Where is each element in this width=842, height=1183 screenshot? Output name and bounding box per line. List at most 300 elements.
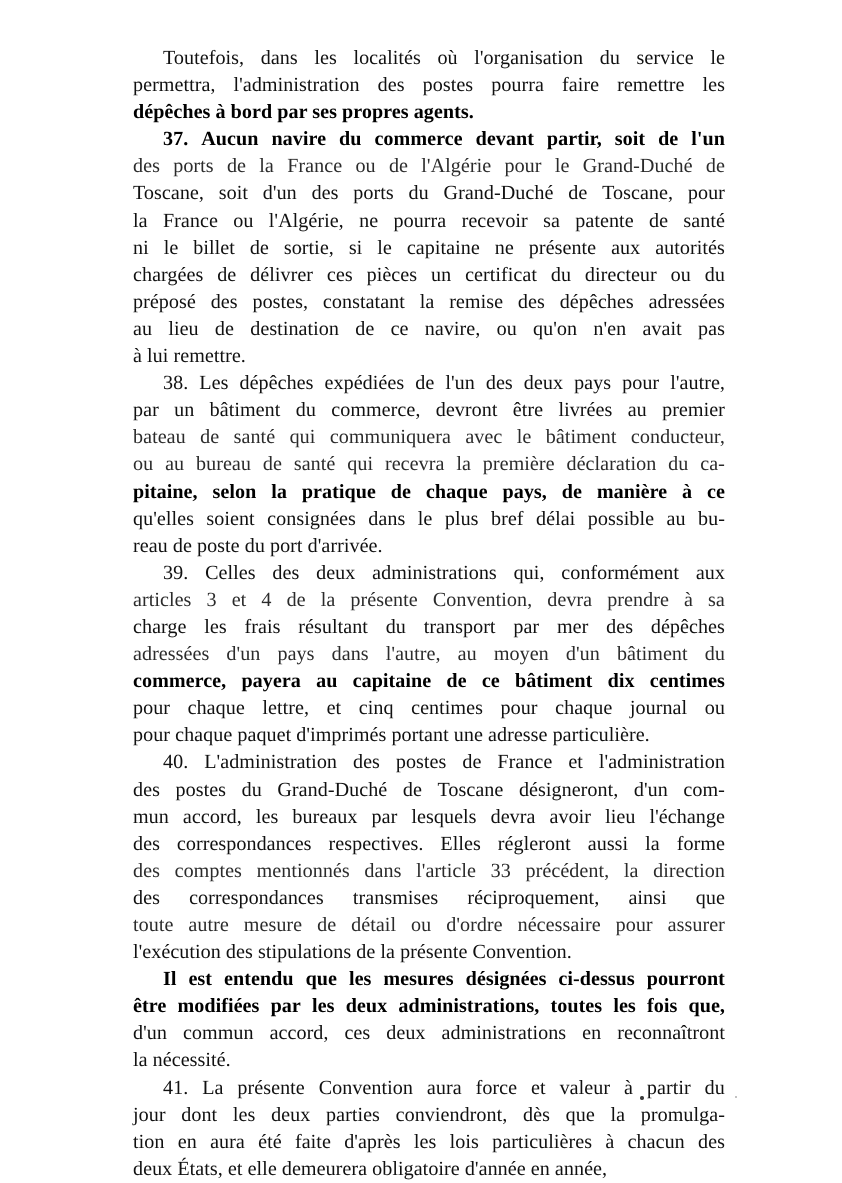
word: promulga- [640, 1103, 725, 1126]
word: commerce, [133, 670, 227, 693]
word: force [475, 1076, 518, 1099]
word: aura [210, 1130, 245, 1153]
word: préposé [133, 290, 196, 313]
word: que [565, 1103, 595, 1126]
word: ports [353, 182, 394, 205]
paragraph [133, 126, 725, 370]
text-line [133, 614, 725, 641]
word: France [162, 209, 218, 232]
word: accord, [269, 1022, 329, 1045]
text-line [133, 153, 725, 180]
word: commun [182, 1022, 254, 1045]
word: est [188, 968, 213, 991]
word: postes [422, 74, 474, 97]
word: être [512, 399, 544, 422]
word: avoir [549, 805, 592, 828]
word: des [352, 751, 380, 774]
text-line [133, 1020, 725, 1047]
word: de [286, 588, 306, 611]
text-line [133, 479, 725, 506]
word: consignées [267, 507, 356, 530]
word: de [217, 263, 237, 286]
word: ne [359, 209, 379, 232]
text-line [133, 1102, 725, 1129]
word: désignées [465, 968, 547, 991]
word: recevra [384, 453, 445, 476]
word: payera [241, 670, 301, 693]
word: en [177, 1130, 197, 1153]
word: assurer [667, 914, 725, 936]
word: navire, [424, 317, 481, 340]
word: pourra [393, 209, 447, 232]
word: de [462, 751, 482, 774]
word: un [174, 399, 195, 422]
word: comptes [174, 859, 242, 882]
word: des [517, 290, 545, 313]
word: ces [326, 263, 353, 286]
word: la [623, 859, 639, 882]
word: l'administration [233, 74, 360, 97]
word: 39. [163, 561, 189, 584]
text-line [133, 397, 725, 424]
word: du [339, 128, 362, 151]
word: au [316, 670, 338, 693]
word: devra [490, 805, 536, 828]
word: la [610, 1103, 626, 1126]
word: cinq [358, 697, 394, 720]
word: chaque [425, 480, 488, 503]
word: remettre [617, 74, 685, 97]
word: par [133, 399, 159, 422]
word: 4 [261, 588, 272, 611]
word: dépêches [559, 290, 634, 313]
word: entendu [224, 968, 294, 991]
text-line [133, 289, 725, 316]
word: ou [496, 317, 517, 340]
word: régleront [497, 832, 571, 855]
paragraph [133, 966, 725, 1074]
word: au [627, 399, 647, 422]
word: 3 [206, 588, 217, 611]
word: de [317, 914, 337, 936]
word: adressées [648, 290, 725, 313]
word: Grand-Duché [443, 182, 554, 205]
word: dans [260, 47, 298, 69]
word: possible [587, 507, 655, 530]
text-line [133, 560, 725, 587]
word: Toscane, [133, 182, 204, 205]
word: délivrer [250, 263, 314, 286]
word: devra [547, 588, 593, 611]
word: qu'elles [133, 507, 194, 530]
word: d'un [226, 643, 261, 666]
word: conformément [561, 561, 680, 584]
word: d'un [633, 778, 668, 801]
word: constatant [322, 290, 405, 313]
word: lesquels [411, 805, 477, 828]
word: des [272, 561, 300, 584]
word: certificat [465, 263, 537, 286]
word: avait [642, 317, 682, 340]
word: Toutefois, [163, 47, 245, 69]
word: ni [133, 236, 149, 259]
word: qui, [513, 561, 545, 584]
word: santé [293, 453, 336, 476]
word: dès [523, 1103, 550, 1126]
word: articles [133, 588, 192, 611]
word: au [133, 317, 153, 340]
word: par [371, 805, 398, 828]
word: résultant [298, 615, 368, 638]
word: pièces [366, 263, 418, 286]
scan-speck [735, 1096, 737, 1098]
word: mun [133, 805, 169, 828]
text-line: deux États, et elle demeurera obligatoire d'année en année, [133, 1157, 608, 1180]
word: centimes [649, 670, 725, 693]
text-line [133, 993, 725, 1020]
text-line: pour chaque paquet d'imprimés portant une adresse particulière. [133, 724, 650, 747]
paragraph [133, 560, 725, 750]
word: fois [646, 995, 678, 1018]
word: autre [188, 914, 229, 936]
word: les [413, 1130, 437, 1153]
word: soient [206, 507, 255, 530]
word: chaque [187, 697, 245, 720]
word: jour [133, 1103, 166, 1126]
word: de [561, 480, 582, 503]
word: mentionnés [256, 859, 350, 882]
word: ci-dessus [558, 968, 635, 991]
word: commerce, [331, 399, 421, 422]
word: de [249, 236, 269, 259]
word: autorités [655, 236, 725, 259]
word: présente [350, 588, 418, 611]
word: au [457, 643, 477, 666]
word: dans [331, 643, 369, 666]
word: à [605, 1130, 615, 1153]
word: reconnaîtront [617, 1022, 725, 1045]
word: mesure [243, 914, 303, 936]
text-line: reau de poste du port d'arrivée. [133, 534, 383, 557]
word: première [482, 453, 555, 476]
word: n'en [593, 317, 627, 340]
word: Grand-Duché [582, 155, 693, 178]
word: et [568, 751, 583, 774]
word: que [305, 968, 337, 991]
word: pour [622, 372, 660, 395]
word: deux [523, 372, 564, 395]
word: Convention, [432, 588, 533, 611]
word: du [408, 182, 429, 205]
text-line [133, 966, 725, 993]
word: les [314, 47, 337, 69]
word: destination [250, 317, 339, 340]
word: lieu [168, 317, 199, 340]
word: frais [244, 615, 281, 638]
word: pourront [646, 968, 725, 991]
text-line [133, 126, 725, 153]
word: administrations [441, 1022, 567, 1045]
word: des [133, 155, 160, 178]
word: avec [465, 426, 503, 449]
text-line [133, 45, 725, 72]
word: dix [607, 670, 635, 693]
word: mesures [383, 968, 454, 991]
word: Les [199, 372, 229, 395]
text-line [133, 831, 725, 858]
word: désigneront, [518, 778, 619, 801]
word: la [456, 453, 471, 476]
word: dans [368, 507, 406, 530]
word: de [390, 480, 411, 503]
paragraph [133, 1075, 725, 1183]
word: par [513, 615, 540, 638]
word: deux [271, 1103, 311, 1126]
word: deux [386, 1022, 426, 1045]
word: devront [435, 399, 498, 422]
word: charge [133, 615, 187, 638]
text-line [133, 804, 725, 831]
text-line [133, 668, 725, 695]
word: deux [316, 561, 356, 584]
text-line [133, 316, 725, 343]
word: ce [390, 317, 409, 340]
word: l'un [691, 128, 725, 151]
word: la [645, 832, 660, 855]
word: pas [698, 317, 725, 340]
text-line [133, 180, 725, 207]
word: lieu [605, 805, 636, 828]
word: correspondances [189, 886, 324, 909]
word: centimes [411, 697, 483, 720]
word: administrations [372, 561, 497, 584]
word: ca- [700, 453, 725, 476]
word: 38. [163, 372, 189, 395]
word: l'autre, [385, 643, 441, 666]
word: partir [646, 1076, 691, 1099]
word: à [682, 480, 693, 503]
word: valeur [559, 1076, 611, 1099]
word: et [231, 588, 247, 611]
word: Elles [440, 832, 481, 855]
word: commerce [374, 128, 463, 151]
word: adressées [133, 643, 210, 666]
word: bâtiment [209, 399, 281, 422]
word: pays, [502, 480, 547, 503]
word: chacun [627, 1130, 685, 1153]
word: capitaine [352, 670, 432, 693]
word: conducteur, [630, 426, 725, 449]
paragraph [133, 749, 725, 966]
word: de [649, 209, 669, 232]
word: lettre, [262, 697, 310, 720]
word: Toscane [437, 778, 504, 801]
word: pourra [491, 74, 544, 97]
word: qui [347, 453, 374, 476]
word: du [550, 263, 572, 286]
word: navire [271, 128, 327, 151]
word: prendre [607, 588, 669, 611]
word: du [295, 399, 316, 422]
word: de [658, 128, 679, 151]
word: des [311, 182, 339, 205]
word: d'ordre [446, 914, 503, 936]
word: santé [683, 209, 725, 232]
word: le [516, 426, 532, 449]
word: partir, [546, 128, 602, 151]
word: des [698, 1130, 725, 1153]
word: Aucun [201, 128, 259, 151]
text-line [133, 858, 725, 885]
word: des [485, 372, 513, 395]
paragraph [133, 45, 725, 126]
word: faite [294, 1130, 331, 1153]
word: de [402, 778, 422, 801]
word: aura [426, 1076, 462, 1099]
word: délai [536, 507, 576, 530]
paragraph [133, 370, 725, 560]
word: l'autre, [670, 372, 725, 395]
word: l'Algérie, [268, 209, 344, 232]
word: expédiées [324, 372, 405, 395]
word: forme [676, 832, 725, 855]
word: détail [351, 914, 397, 936]
word: ce [481, 670, 500, 693]
word: faire [562, 74, 600, 97]
word: ce [707, 480, 725, 503]
word: les [232, 1103, 256, 1126]
word: dépêches [239, 372, 314, 395]
word: de [446, 670, 467, 693]
text-line [133, 641, 725, 668]
word: localités [353, 47, 421, 69]
word: ou [670, 263, 691, 286]
word: chargées [133, 263, 204, 286]
word: Grand-Duché [277, 778, 388, 801]
word: 33 [490, 859, 511, 882]
word: ces [344, 1022, 371, 1045]
word: des [133, 859, 160, 882]
word: aux [611, 236, 641, 259]
word: au [666, 507, 686, 530]
word: au [165, 453, 185, 476]
word: soit [218, 182, 248, 205]
word: d'un [262, 182, 297, 205]
word: dans [364, 859, 402, 882]
scan-speck [300, 248, 302, 250]
word: ou [233, 209, 254, 232]
word: d'un [133, 1022, 167, 1045]
word: bâtiment [545, 426, 617, 449]
word: les [702, 74, 725, 97]
word: postes, [252, 290, 309, 313]
text-line [133, 1129, 725, 1156]
word: deux [345, 995, 388, 1018]
word: de [214, 317, 234, 340]
text-line [133, 72, 725, 99]
word: du [668, 453, 689, 476]
word: de [705, 155, 725, 178]
text-line [133, 424, 725, 451]
word: administrations, [398, 995, 540, 1018]
word: L'administration [204, 751, 338, 774]
word: sa [708, 588, 725, 611]
text-line: la nécessité. [133, 1049, 231, 1072]
text-line [133, 885, 725, 912]
text-line [133, 912, 725, 939]
word: Celles [205, 561, 256, 584]
text-line [133, 587, 725, 614]
word: le [710, 47, 725, 69]
word: déclaration [566, 453, 657, 476]
word: soit [614, 128, 646, 151]
word: les [255, 805, 279, 828]
word: les [204, 615, 227, 638]
text-line [133, 370, 725, 397]
word: santé [233, 426, 276, 449]
word: en [582, 1022, 602, 1045]
word: été [258, 1130, 282, 1153]
word: d'après [344, 1130, 401, 1153]
word: de [200, 426, 220, 449]
word: selon [212, 480, 257, 503]
word: capitaine [406, 236, 480, 259]
word: devant [475, 128, 534, 151]
word: de [226, 155, 247, 178]
word: pour [500, 697, 538, 720]
word: conviendront, [395, 1103, 508, 1126]
word: dont [181, 1103, 218, 1126]
word: ou [355, 155, 376, 178]
word: remise [449, 290, 504, 313]
text-line [133, 262, 725, 289]
word: le [417, 507, 433, 530]
page-text-body [133, 45, 725, 1183]
word: Toscane, [602, 182, 674, 205]
word: toutes [550, 995, 603, 1018]
text-line [133, 451, 725, 478]
word: des [210, 290, 238, 313]
word: qu'on [533, 317, 578, 340]
word: pitaine, [133, 480, 198, 503]
scan-speck [640, 1096, 644, 1100]
word: les [348, 968, 372, 991]
word: ne [494, 236, 514, 259]
word: de [568, 182, 588, 205]
word: directeur [584, 263, 657, 286]
word: Convention [318, 1076, 413, 1099]
word: ou [411, 914, 432, 936]
text-line [133, 777, 725, 804]
word: par [270, 995, 301, 1018]
word: et [531, 1076, 546, 1099]
word: des [133, 778, 160, 801]
word: bref [491, 507, 524, 530]
word: bu- [698, 507, 725, 530]
word: mer [556, 615, 589, 638]
word: toute [133, 914, 174, 936]
word: l'administration [598, 751, 725, 774]
word: de [415, 372, 435, 395]
word: manière [596, 480, 668, 503]
word: permettra, [133, 74, 216, 97]
word: pour [504, 155, 542, 178]
word: recevoir [461, 209, 528, 232]
word: être [133, 995, 167, 1018]
word: de [262, 453, 282, 476]
word: modifiées [177, 995, 260, 1018]
word: les [613, 995, 636, 1018]
